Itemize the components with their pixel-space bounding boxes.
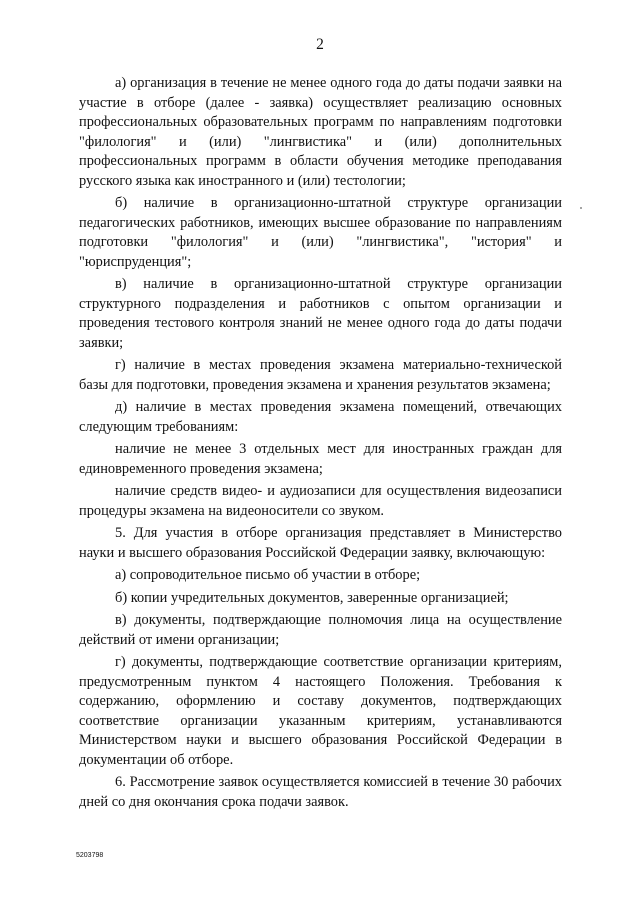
paragraph-6: 6. Рассмотрение заявок осуществляется комиссией в течение 30 рабочих дней со дня окончания срока подачи заявок.	[79, 774, 562, 810]
scan-speck	[580, 207, 582, 209]
document-body	[79, 74, 562, 815]
paragraph-5b: б) копии учредительных документов, заверенные организацией;	[115, 589, 509, 606]
paragraph-5a: а) сопроводительное письмо об участии в отборе;	[115, 567, 421, 583]
paragraph-5g: г) документы, подтверждающие соответствие организации критериям, предусмотренным пунктом 4 настоящего Положения. Требования к содержанию, оформлению и составу документов, подтверждающих соответствие организации указанным критериям, устанавливаются Министерством науки и высшего образования Российской Федерации в документации об отборе.	[79, 654, 562, 768]
paragraph-5: 5. Для участия в отборе организация представляет в Министерство науки и высшего образования Российской Федерации заявку, включающую:	[79, 525, 562, 561]
paragraph-requirement-2: наличие средств видео- и аудиозаписи для осуществления видеозаписи процедуры экзамена на видеоносители со звуком.	[79, 483, 562, 519]
paragraph-4a: а) организация в течение не менее одного года до даты подачи заявки на участие в отборе (далее - заявка) осуществляет реализацию основных профессиональных образовательных программ по направлениям подготовки "филология" и (или) "лингвистика" и (или) дополнительных профессиональных программ в области обучения методике преподавания русского языка как иностранного и (или) тестологии;	[79, 75, 562, 189]
paragraph-4d: д) наличие в местах проведения экзамена помещений, отвечающих следующим требованиям:	[79, 399, 562, 435]
paragraph-requirement-1: наличие не менее 3 отдельных мест для иностранных граждан для единовременного проведения экзамена;	[79, 441, 562, 477]
paragraph-5v: в) документы, подтверждающие полномочия лица на осуществление действий от имени организации;	[79, 612, 562, 648]
paragraph-4b: б) наличие в организационно-штатной структуре организации педагогических работников, имеющих высшее образование по направлениям подготовки "филология" и (или) "лингвистика", "история" и "юриспруденция";	[79, 195, 562, 270]
page-number: 2	[316, 36, 324, 53]
paragraph-4v: в) наличие в организационно-штатной структуре организации структурного подразделения и работников с опытом организации и проведения тестового контроля знаний не менее одного года до даты подачи заявки;	[79, 276, 562, 351]
paragraph-4g: г) наличие в местах проведения экзамена материально-технической базы для подготовки, проведения экзамена и хранения результатов экзамена;	[79, 357, 562, 393]
document-id: 5203798	[76, 852, 104, 859]
